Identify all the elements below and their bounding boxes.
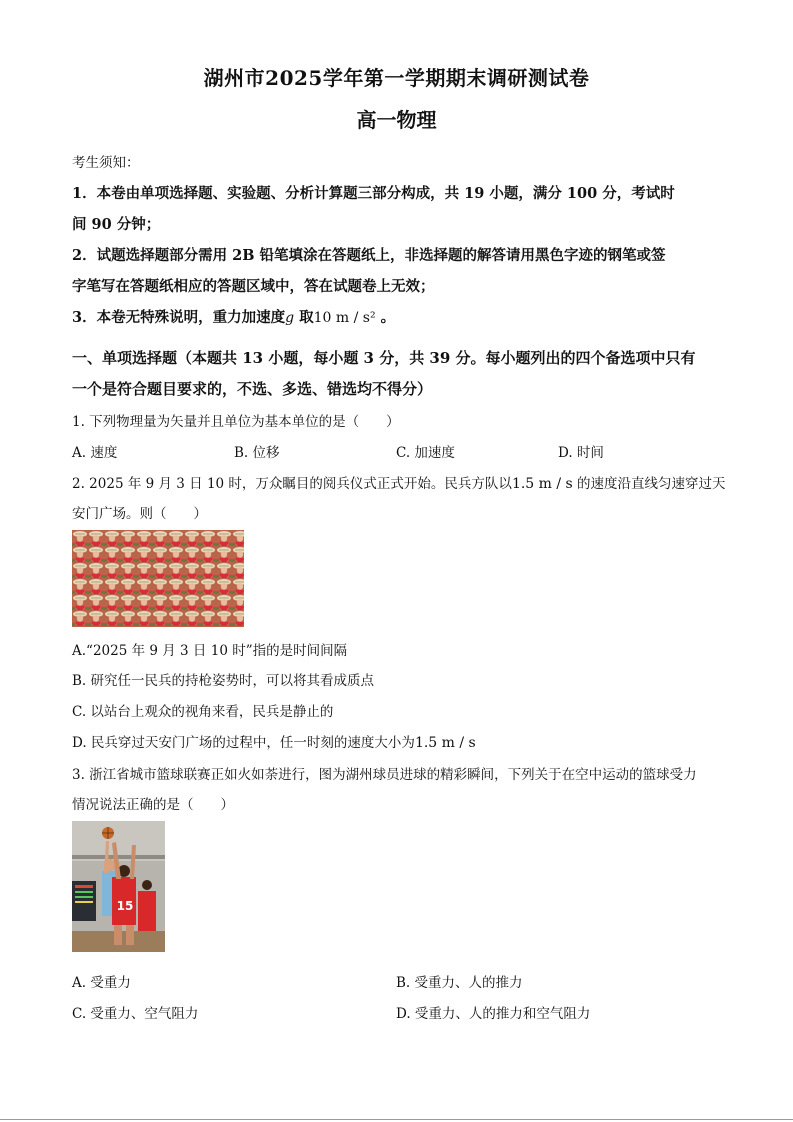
q1-option-d: D. 时间 — [558, 445, 604, 461]
notice-item-3-pre: 3．本卷无特殊说明，重力加速度 — [72, 309, 286, 326]
section-1-heading-a: 一、单项选择题（本题共 13 小题，每小题 3 分，共 39 分。每小题列出的四个备选项中只有 — [72, 349, 696, 367]
q2-stem-a — [72, 472, 732, 492]
q2-option-d-pre: D. 民兵穿过天安门广场的过程中，任一时刻的速度大小为 — [72, 735, 415, 751]
section-1-heading-b: 一个是符合题目要求的，不选、多选、错选均不得分） — [72, 380, 433, 398]
q2-option-a: A.“2025 年 9 月 3 日 10 时”指的是时间间隔 — [72, 643, 348, 659]
page-bottom-rule — [0, 1119, 793, 1120]
basketball-photo — [72, 821, 165, 952]
q2-stem-b: 安门广场。则（ ） — [72, 506, 207, 522]
exam-title: 湖州市2025学年第一学期期末调研测试卷 — [203, 66, 590, 90]
q1-option-c: C. 加速度 — [396, 445, 455, 461]
notice-item-2b: 字笔写在答题纸相应的答题区域中，答在试题卷上无效； — [72, 278, 435, 295]
q2-option-d — [72, 731, 732, 751]
q3-option-a: A. 受重力 — [72, 975, 131, 991]
notice-item-3-end: 。 — [375, 309, 396, 326]
q3-option-d: D. 受重力、人的推力和空气阻力 — [396, 1006, 591, 1022]
parade-photo — [72, 530, 244, 627]
q1-option-a: A. 速度 — [72, 445, 118, 461]
q3-stem-a: 3. 浙江省城市篮球联赛正如火如荼进行，图为湖州球员进球的精彩瞬间，下列关于在空中运动的篮球受力 — [72, 767, 697, 783]
q3-option-c: C. 受重力、空气阻力 — [72, 1006, 199, 1022]
q2-option-c: C. 以站台上观众的视角来看，民兵是静止的 — [72, 704, 334, 720]
q2-speed-value: 1.5 m / s — [511, 476, 573, 492]
q3-option-b: B. 受重力、人的推力 — [396, 975, 523, 991]
notice-heading: 考生须知： — [72, 155, 140, 171]
q2-option-d-value: 1.5 m / s — [414, 735, 476, 751]
q1-option-b: B. 位移 — [234, 445, 280, 461]
notice-item-3-mid: 取 — [294, 309, 314, 326]
jersey-number: 15 — [116, 899, 134, 913]
notice-item-1b: 间 90 分钟； — [72, 216, 161, 233]
q2-stem-a-pre: 2. 2025 年 9 月 3 日 10 时，万众瞩目的阅兵仪式正式开始。民兵方队以 — [72, 476, 512, 492]
q3-stem-b: 情况说法正确的是（ ） — [72, 797, 234, 813]
notice-item-3 — [72, 306, 732, 327]
notice-item-1a: 1．本卷由单项选择题、实验题、分析计算题三部分构成，共 19 小题，满分 100 分，考试时 — [72, 185, 675, 202]
gravity-value: 10 m / s² — [313, 310, 376, 326]
exam-subject: 高一物理 — [356, 108, 437, 132]
q2-option-b: B. 研究任一民兵的持枪姿势时，可以将其看成质点 — [72, 673, 375, 689]
symbol-g: g — [285, 310, 295, 326]
notice-item-2a: 2．试题选择题部分需用 2B 铅笔填涂在答题纸上，非选择题的解答请用黑色字迹的钢笔或签 — [72, 247, 666, 264]
q1-stem: 1. 下列物理量为矢量并且单位为基本单位的是（ ） — [72, 414, 400, 430]
q2-stem-a-post: 的速度沿直线匀速穿过天 — [572, 476, 726, 492]
